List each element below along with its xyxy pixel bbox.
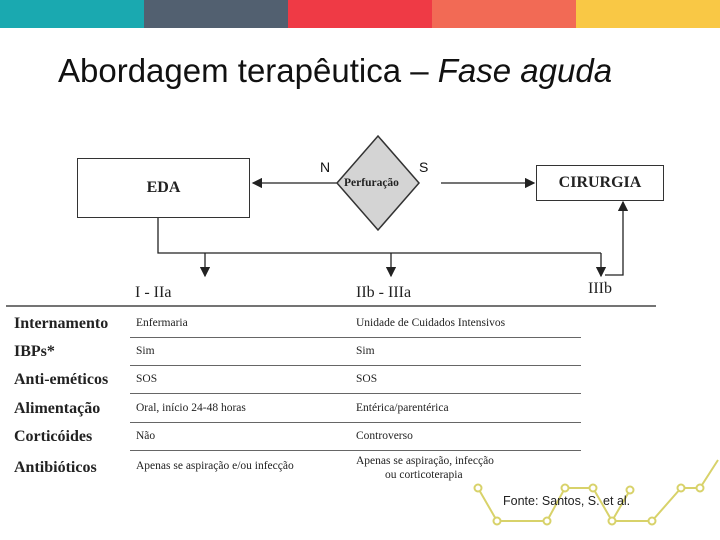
title-main: Abordagem terapêutica – (58, 52, 429, 89)
no-label: N (320, 159, 331, 175)
cell-internamento-col2: Unidade de Cuidados Intensivos (356, 317, 506, 329)
row-label-antiemeticos: Anti-eméticos (14, 371, 109, 388)
row-divider (130, 450, 581, 451)
arrow-iiib-to-cirurgia (605, 202, 623, 275)
cell-corticoides-col2: Controverso (356, 430, 413, 442)
cell-alimentacao-col1: Oral, início 24-48 horas (136, 402, 246, 414)
row-label-internamento: Internamento (14, 315, 109, 332)
decorative-network (475, 460, 719, 525)
column-header-3: IIIb (588, 280, 612, 297)
cell-internamento-col1: Enfermaria (136, 317, 188, 329)
cell-ibps-col1: Sim (136, 345, 155, 357)
title-italic: Fase aguda (437, 52, 613, 89)
cell-antiemeticos-col2: SOS (356, 373, 378, 385)
yes-label: S (419, 159, 429, 175)
cirurgia-label: CIRURGIA (558, 174, 642, 191)
eda-label: EDA (146, 179, 181, 196)
cell-antibioticos-col1: Apenas se aspiração e/ou infecção (136, 460, 294, 472)
cell-antibioticos-col2-line2: ou corticoterapia (385, 469, 463, 481)
eda-box (77, 158, 250, 218)
row-label-antibioticos: Antibióticos (14, 459, 97, 476)
row-divider (130, 337, 581, 338)
cell-ibps-col2: Sim (356, 345, 375, 357)
cell-alimentacao-col2: Entérica/parentérica (356, 402, 449, 414)
source-citation: Fonte: Santos, S. et al. (503, 494, 631, 508)
cell-corticoides-col1: Não (136, 430, 156, 442)
row-label-alimentacao: Alimentação (14, 400, 101, 417)
perforation-label: Perfuração (344, 177, 399, 189)
row-label-corticoides: Corticóides (14, 428, 93, 445)
cirurgia-box (536, 165, 664, 201)
row-divider (130, 365, 581, 366)
column-header-2: IIb - IIIa (356, 284, 412, 301)
cell-antibioticos-col2: Apenas se aspiração, infecção (356, 455, 494, 467)
column-header-1: I - IIa (135, 284, 172, 301)
cell-antiemeticos-col1: SOS (136, 373, 158, 385)
row-divider (130, 422, 581, 423)
row-divider (130, 393, 581, 394)
row-label-ibps: IBPs* (14, 343, 55, 360)
